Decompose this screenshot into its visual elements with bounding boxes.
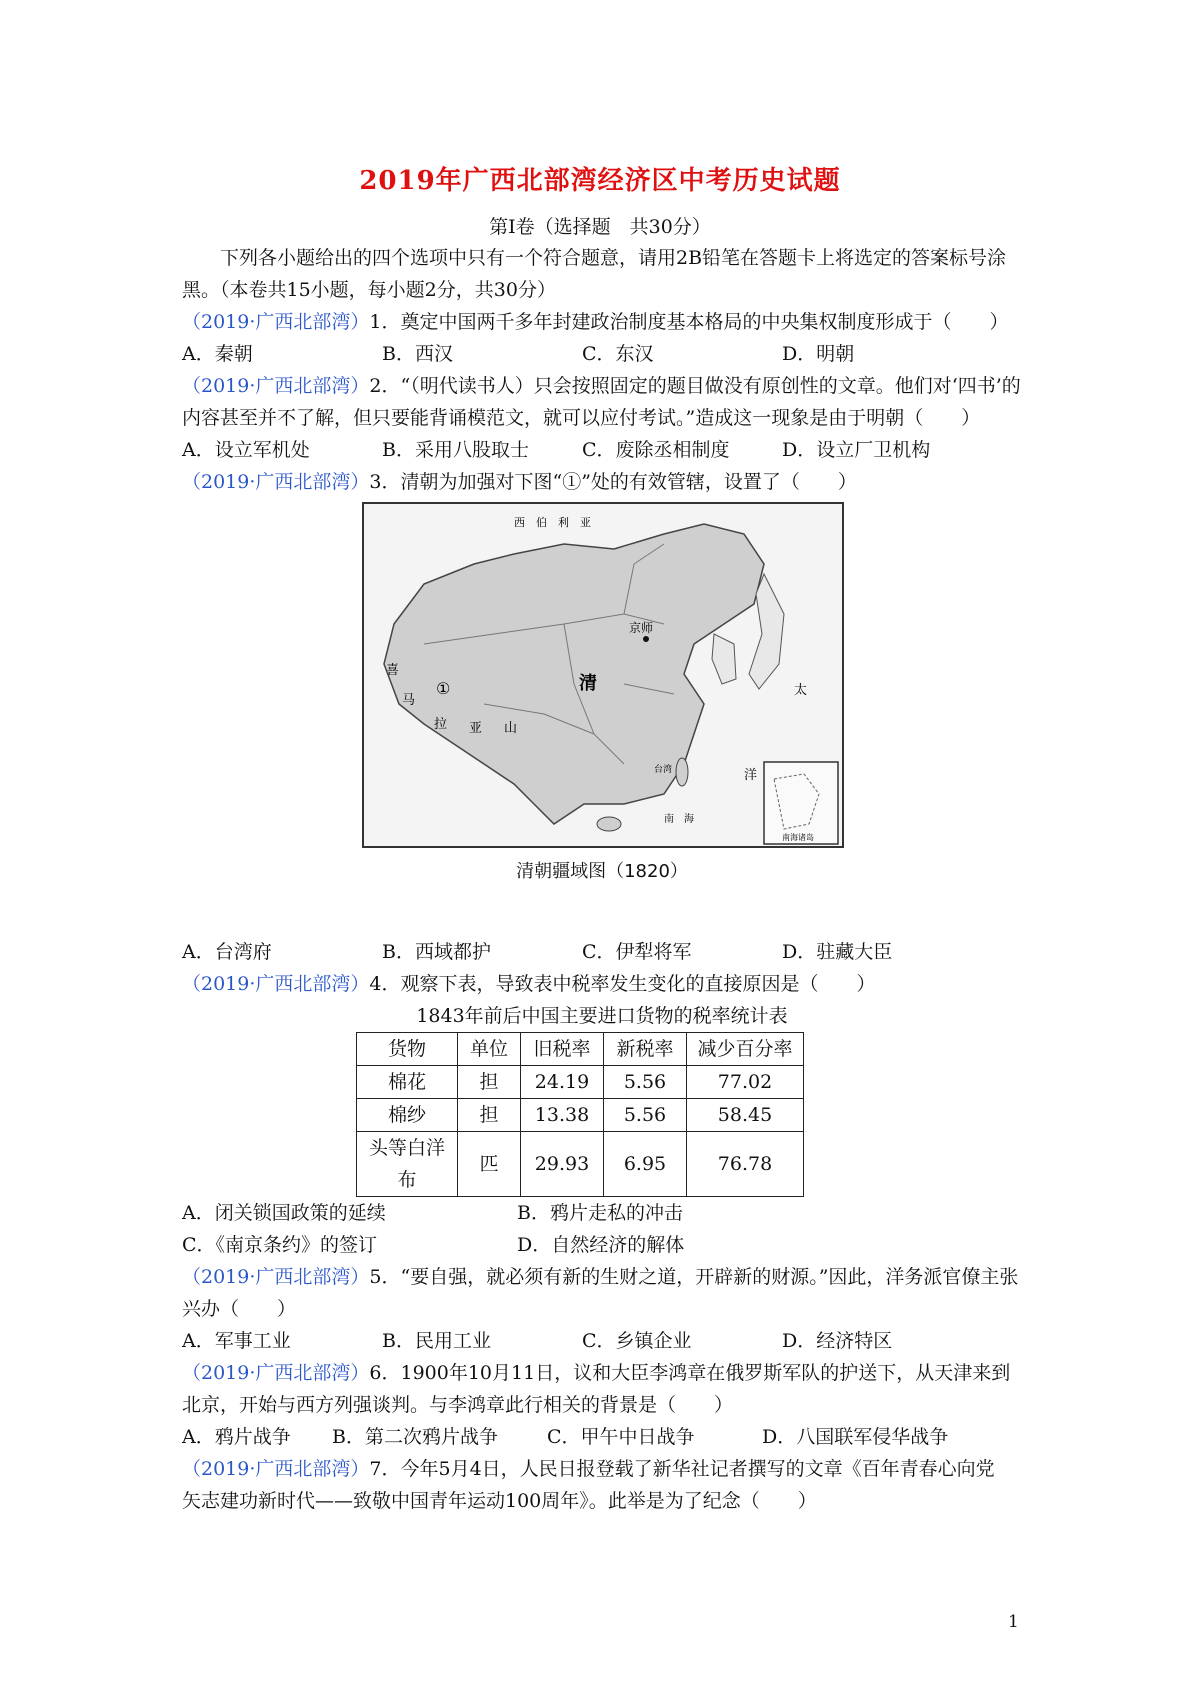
table-cell: 头等白洋布 (357, 1132, 458, 1197)
question-3-options (182, 936, 1022, 968)
question-stem: 7．今年5月4日，人民日报登载了新华社记者撰写的文章《百年青春心向党 矢志建功新时代——致敬中国青年运动100周年》。此举是为了纪念（ ） (182, 1458, 1014, 1512)
table-cell: 匹 (458, 1132, 521, 1197)
tax-rate-table (356, 1032, 804, 1197)
question-stem: 1．奠定中国两千多年封建政治制度基本格局的中央集权制度形成于（ ） (369, 311, 1009, 333)
section-heading: 第Ⅰ卷（选择题 共30分） (489, 216, 711, 238)
table-row (357, 1132, 804, 1197)
table-cell: 5.56 (604, 1099, 687, 1132)
table-cell: 24.19 (521, 1066, 604, 1099)
option-b: B．采用八股取士 (382, 439, 529, 461)
label-inset: 南海诸岛 (782, 833, 814, 842)
label-yang: 洋 (744, 768, 758, 783)
question-2-options (182, 434, 1022, 466)
option-b: B．西汉 (382, 343, 453, 365)
option-c: C．甲午中日战争 (547, 1426, 695, 1448)
question-6 (182, 1357, 1022, 1421)
option-c: C．伊犁将军 (582, 941, 692, 963)
label-marker-1: ① (436, 679, 451, 698)
exam-content (182, 242, 1022, 1517)
option-a: A．闭关锁国政策的延续 (182, 1202, 386, 1224)
question-source: （2019·广西北部湾） (182, 311, 370, 333)
option-c: C．《南京条约》的签订 (182, 1234, 378, 1256)
question-7 (182, 1453, 1022, 1517)
question-source: （2019·广西北部湾） (182, 1266, 370, 1288)
label-tai: 太 (794, 683, 808, 698)
label-himalaya-4: 亚 (469, 721, 483, 736)
question-source: （2019·广西北部湾） (182, 1362, 370, 1384)
question-source: （2019·广西北部湾） (182, 973, 370, 995)
option-d: D．自然经济的解体 (517, 1234, 685, 1256)
question-3 (182, 466, 1022, 498)
question-4-options-row-1 (182, 1197, 1022, 1229)
table-cell: 13.38 (521, 1099, 604, 1132)
table-row (357, 1066, 804, 1099)
table-header: 减少百分率 (687, 1033, 804, 1066)
option-a: A．军事工业 (182, 1330, 291, 1352)
option-b: B．第二次鸦片战争 (332, 1426, 498, 1448)
question-6-options (182, 1421, 1022, 1453)
question-stem: 5．“要自强，就必须有新的生财之道，开辟新的财源。”因此，洋务派官僚主张兴办（ ） (182, 1266, 1019, 1320)
table-cell: 58.45 (687, 1099, 804, 1132)
page-title: 2019年广西北部湾经济区中考历史试题 (359, 166, 841, 196)
question-5-options (182, 1325, 1022, 1357)
question-2 (182, 370, 1022, 434)
table-header: 货物 (357, 1033, 458, 1066)
option-a: A．鸦片战争 (182, 1426, 291, 1448)
option-b: B．西域都护 (382, 941, 491, 963)
label-himalaya-2: 马 (402, 693, 416, 708)
label-siberia: 西 伯 利 亚 (514, 516, 591, 529)
label-qing: 清 (579, 673, 597, 694)
instructions: 下列各小题给出的四个选项中只有一个符合题意，请用2B铅笔在答题卡上将选定的答案标号涂黑。（本卷共15小题，每小题2分，共30分） (182, 247, 1007, 301)
label-nanhai: 南 海 (664, 814, 694, 825)
option-c: C．乡镇企业 (582, 1330, 692, 1352)
table-header: 新税率 (604, 1033, 687, 1066)
table-cell: 棉纱 (357, 1099, 458, 1132)
table-cell: 76.78 (687, 1132, 804, 1197)
question-1 (182, 306, 1022, 338)
table-cell: 5.56 (604, 1066, 687, 1099)
label-himalaya-1: 喜 (386, 663, 400, 678)
option-c: C．东汉 (582, 343, 654, 365)
label-jingshi: 京师 (629, 621, 654, 635)
option-a: A．秦朝 (182, 343, 253, 365)
option-c: C．废除丞相制度 (582, 439, 730, 461)
question-stem: 2．“（明代读书人）只会按照固定的题目做没有原创性的文章。他们对‘四书’的内容甚至并不了解，但只要能背诵模范文，就可以应付考试。”造成这一现象是由于明朝（ ） (182, 375, 1021, 429)
question-source: （2019·广西北部湾） (182, 471, 370, 493)
question-stem: 4．观察下表，导致表中税率发生变化的直接原因是（ ） (369, 973, 876, 995)
table-header: 旧税率 (521, 1033, 604, 1066)
question-stem: 3．清朝为加强对下图“①”处的有效管辖，设置了（ ） (369, 471, 857, 493)
question-source: （2019·广西北部湾） (182, 375, 370, 397)
qing-territory-map (362, 502, 842, 888)
table-cell: 棉花 (357, 1066, 458, 1099)
option-b: B．鸦片走私的冲击 (517, 1202, 683, 1224)
table-cell: 担 (458, 1099, 521, 1132)
option-a: A．台湾府 (182, 941, 272, 963)
question-stem: 6．1900年10月11日，议和大臣李鸿章在俄罗斯军队的护送下，从天津来到北京，开始与西方列强谈判。与李鸿章此行相关的背景是（ ） (182, 1362, 1011, 1416)
map-image (362, 502, 844, 848)
label-taiwan: 台湾 (654, 765, 673, 775)
table-header: 单位 (458, 1033, 521, 1066)
table-cell: 77.02 (687, 1066, 804, 1099)
table-title: 1843年前后中国主要进口货物的税率统计表 (416, 1005, 788, 1027)
question-5 (182, 1261, 1022, 1325)
label-himalaya-3: 拉 (434, 717, 448, 732)
label-himalaya-5: 山 (504, 721, 518, 736)
page-number: 1 (1008, 1612, 1019, 1632)
table-header-row (357, 1033, 804, 1066)
option-d: D．设立厂卫机构 (782, 439, 931, 461)
map-caption: 清朝疆域图（1820） (516, 861, 688, 882)
option-d: D．驻藏大臣 (782, 941, 893, 963)
option-d: D．八国联军侵华战争 (762, 1426, 949, 1448)
question-source: （2019·广西北部湾） (182, 1458, 370, 1480)
option-d: D．明朝 (782, 343, 855, 365)
table-cell: 6.95 (604, 1132, 687, 1197)
table-cell: 担 (458, 1066, 521, 1099)
question-1-options (182, 338, 1022, 370)
question-4-options-row-2 (182, 1229, 1022, 1261)
option-d: D．经济特区 (782, 1330, 893, 1352)
question-4 (182, 968, 1022, 1000)
option-b: B．民用工业 (382, 1330, 491, 1352)
table-cell: 29.93 (521, 1132, 604, 1197)
map-svg (364, 504, 842, 846)
option-a: A．设立军机处 (182, 439, 310, 461)
table-row (357, 1099, 804, 1132)
